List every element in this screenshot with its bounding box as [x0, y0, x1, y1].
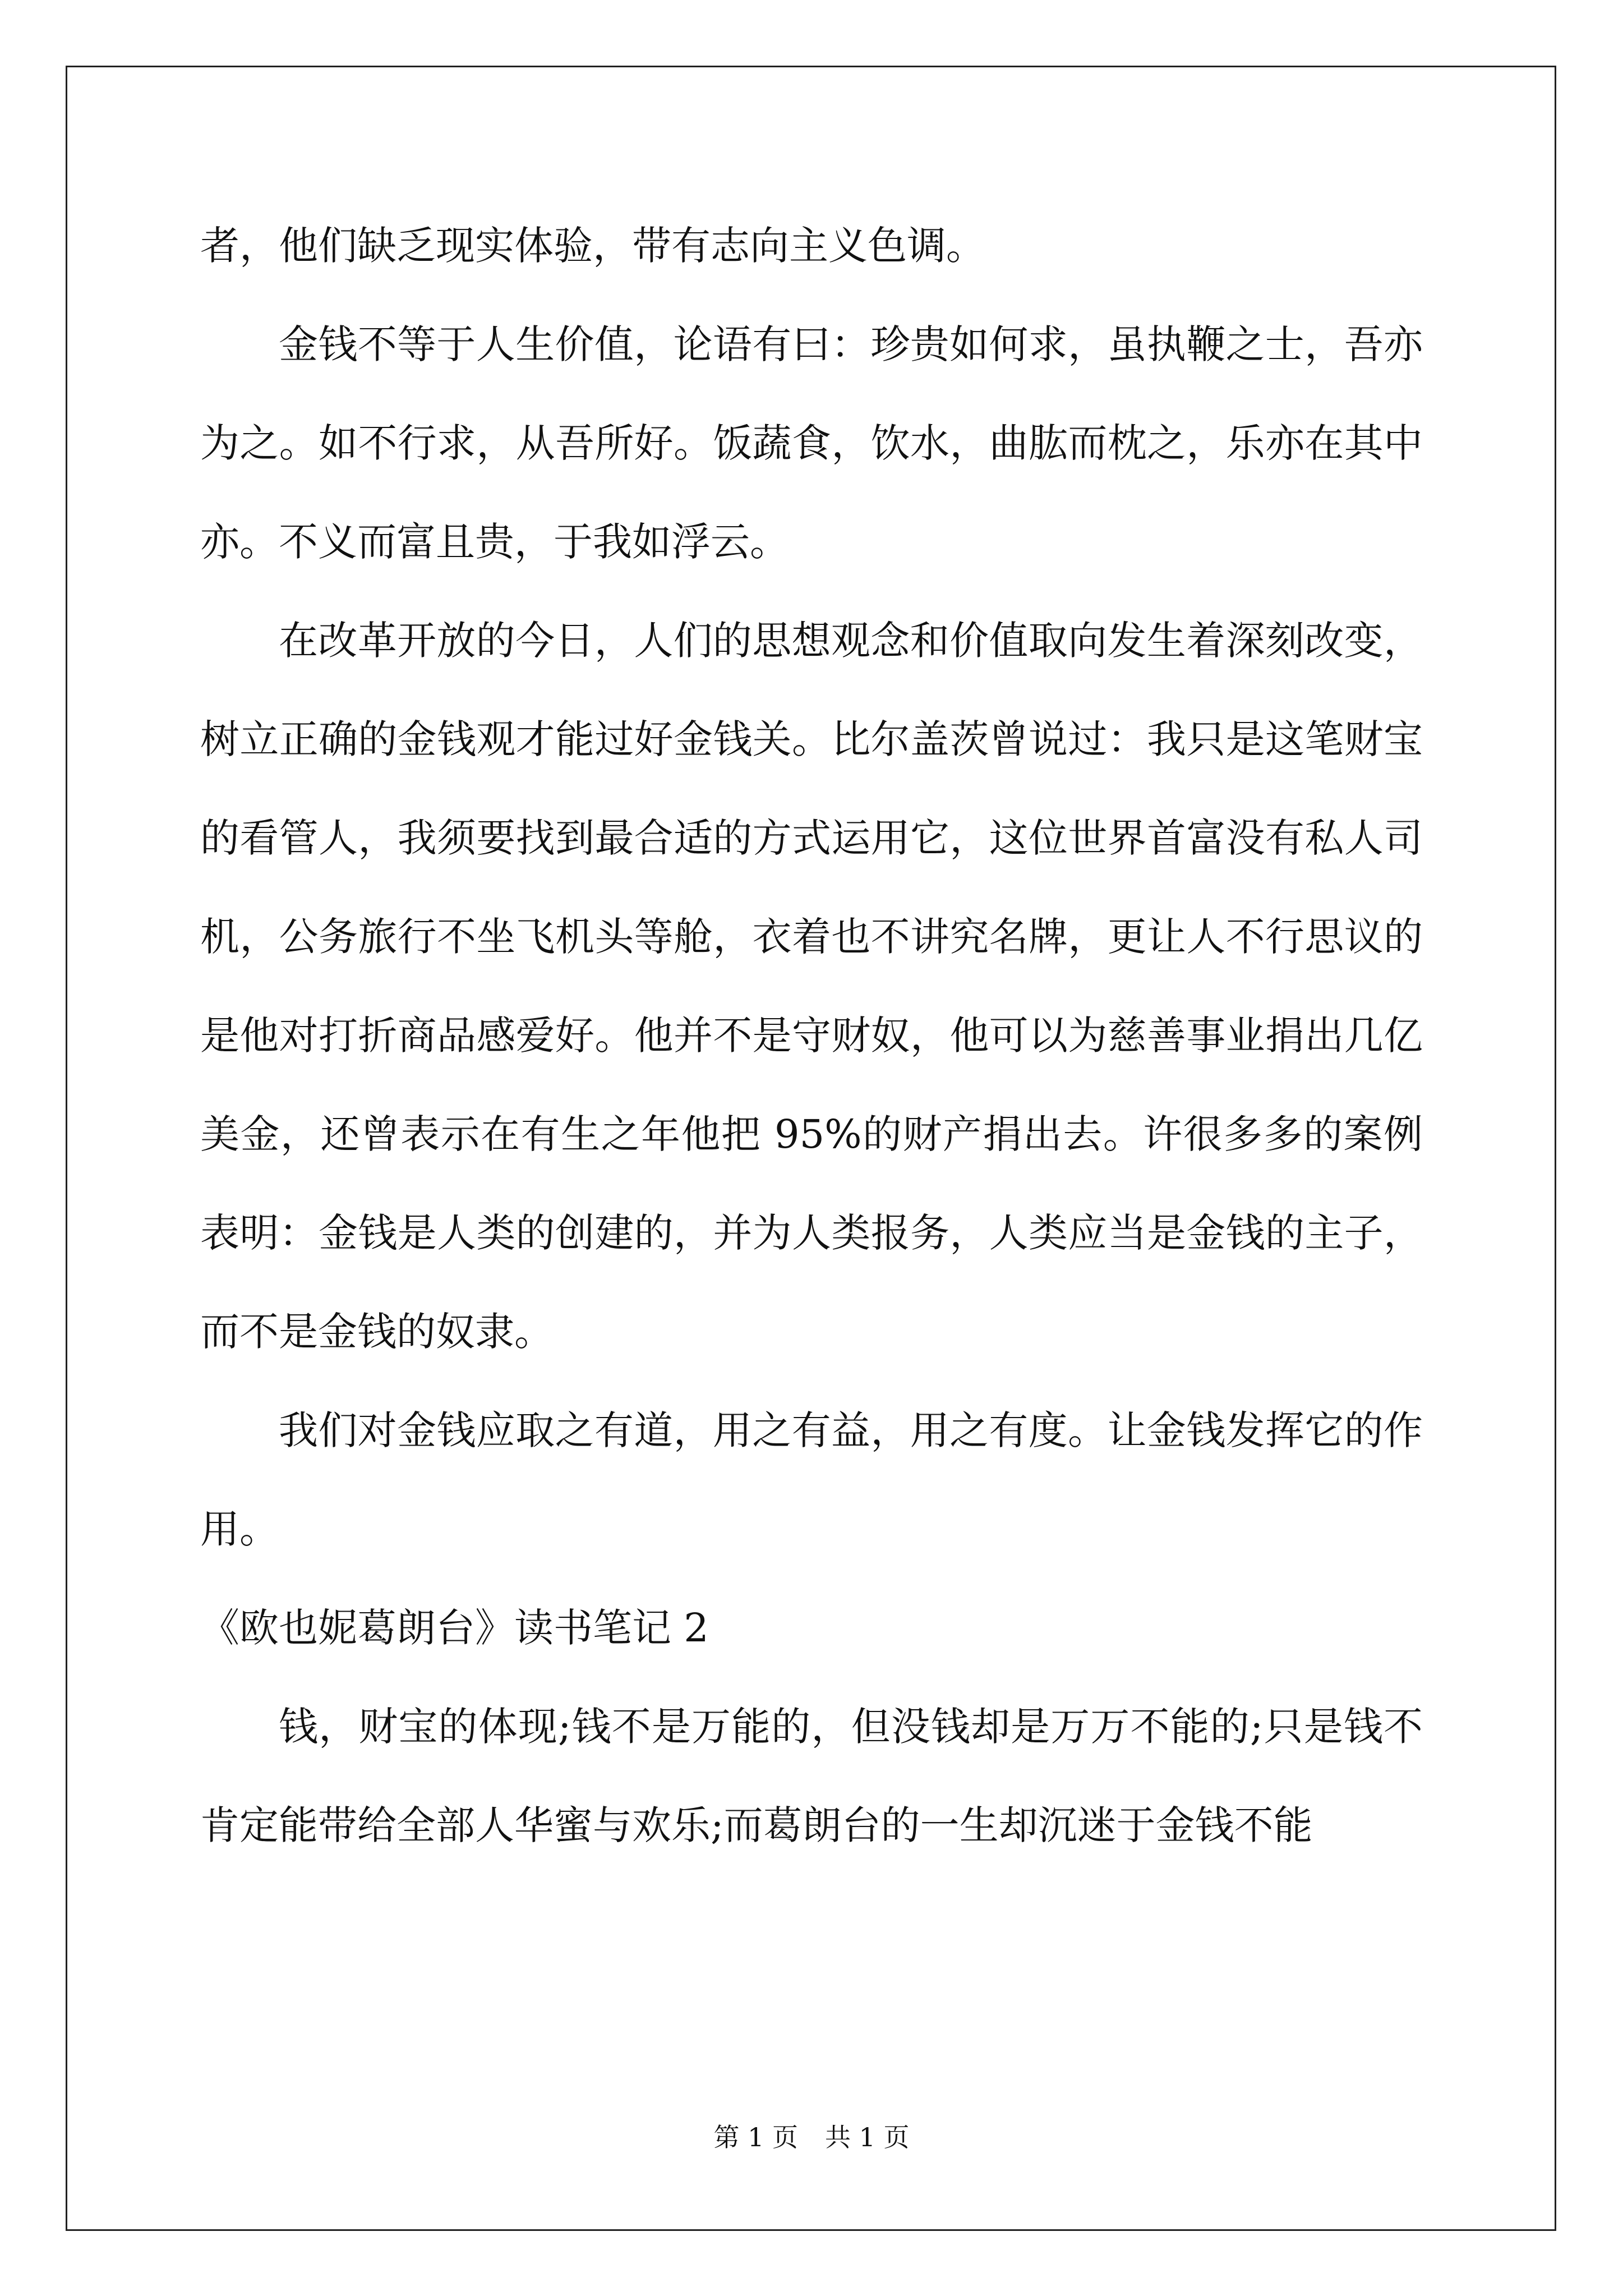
paragraph-continuation: 者，他们缺乏现实体验，带有志向主义色调。	[200, 223, 985, 269]
paragraph-section-2: 钱，财宝的体现;钱不是万能的，但没钱却是万万不能的;只是钱不肯定能带给全部人华蜜与欢乐;而葛朗台的一生却沉迷于金钱不能	[200, 1704, 1423, 1848]
page-number-total: 共 1 页	[825, 2122, 910, 2152]
paragraph-conclusion: 我们对金钱应取之有道，用之有益，用之有度。让金钱发挥它的作用。	[200, 1407, 1423, 1552]
page-number-current: 第 1 页	[713, 2122, 798, 2152]
section-heading: 《欧也妮葛朗台》读书笔记 2	[200, 1605, 709, 1651]
document-body	[200, 196, 1423, 1875]
paragraph-reform-bill-gates: 在改革开放的今日，人们的思想观念和价值取向发生着深刻改变，树立正确的金钱观才能过好金钱关。比尔盖茨曾说过：我只是这笔财宝的看管人，我须要找到最合适的方式运用它，这位世界首富没有私人司机，公务旅行不坐飞机头等舱，衣着也不讲究名牌，更让人不行思议的是他对打折商品感爱好。他并不是守财奴，他可以为慈善事业捐出几亿美金，还曾表示在有生之年他把 95%的财产捐出去。许很多多的案例表明：金钱是人类的创建的，并为人类报务，人类应当是金钱的主子，而不是金钱的奴隶。	[200, 618, 1423, 1355]
paragraph-money-value: 金钱不等于人生价值，论语有曰：珍贵如何求，虽执鞭之士，吾亦为之。如不行求，从吾所好。饭蔬食，饮水，曲肱而枕之，乐亦在其中亦。不义而富且贵，于我如浮云。	[200, 321, 1423, 565]
page-footer	[0, 2120, 1623, 2154]
